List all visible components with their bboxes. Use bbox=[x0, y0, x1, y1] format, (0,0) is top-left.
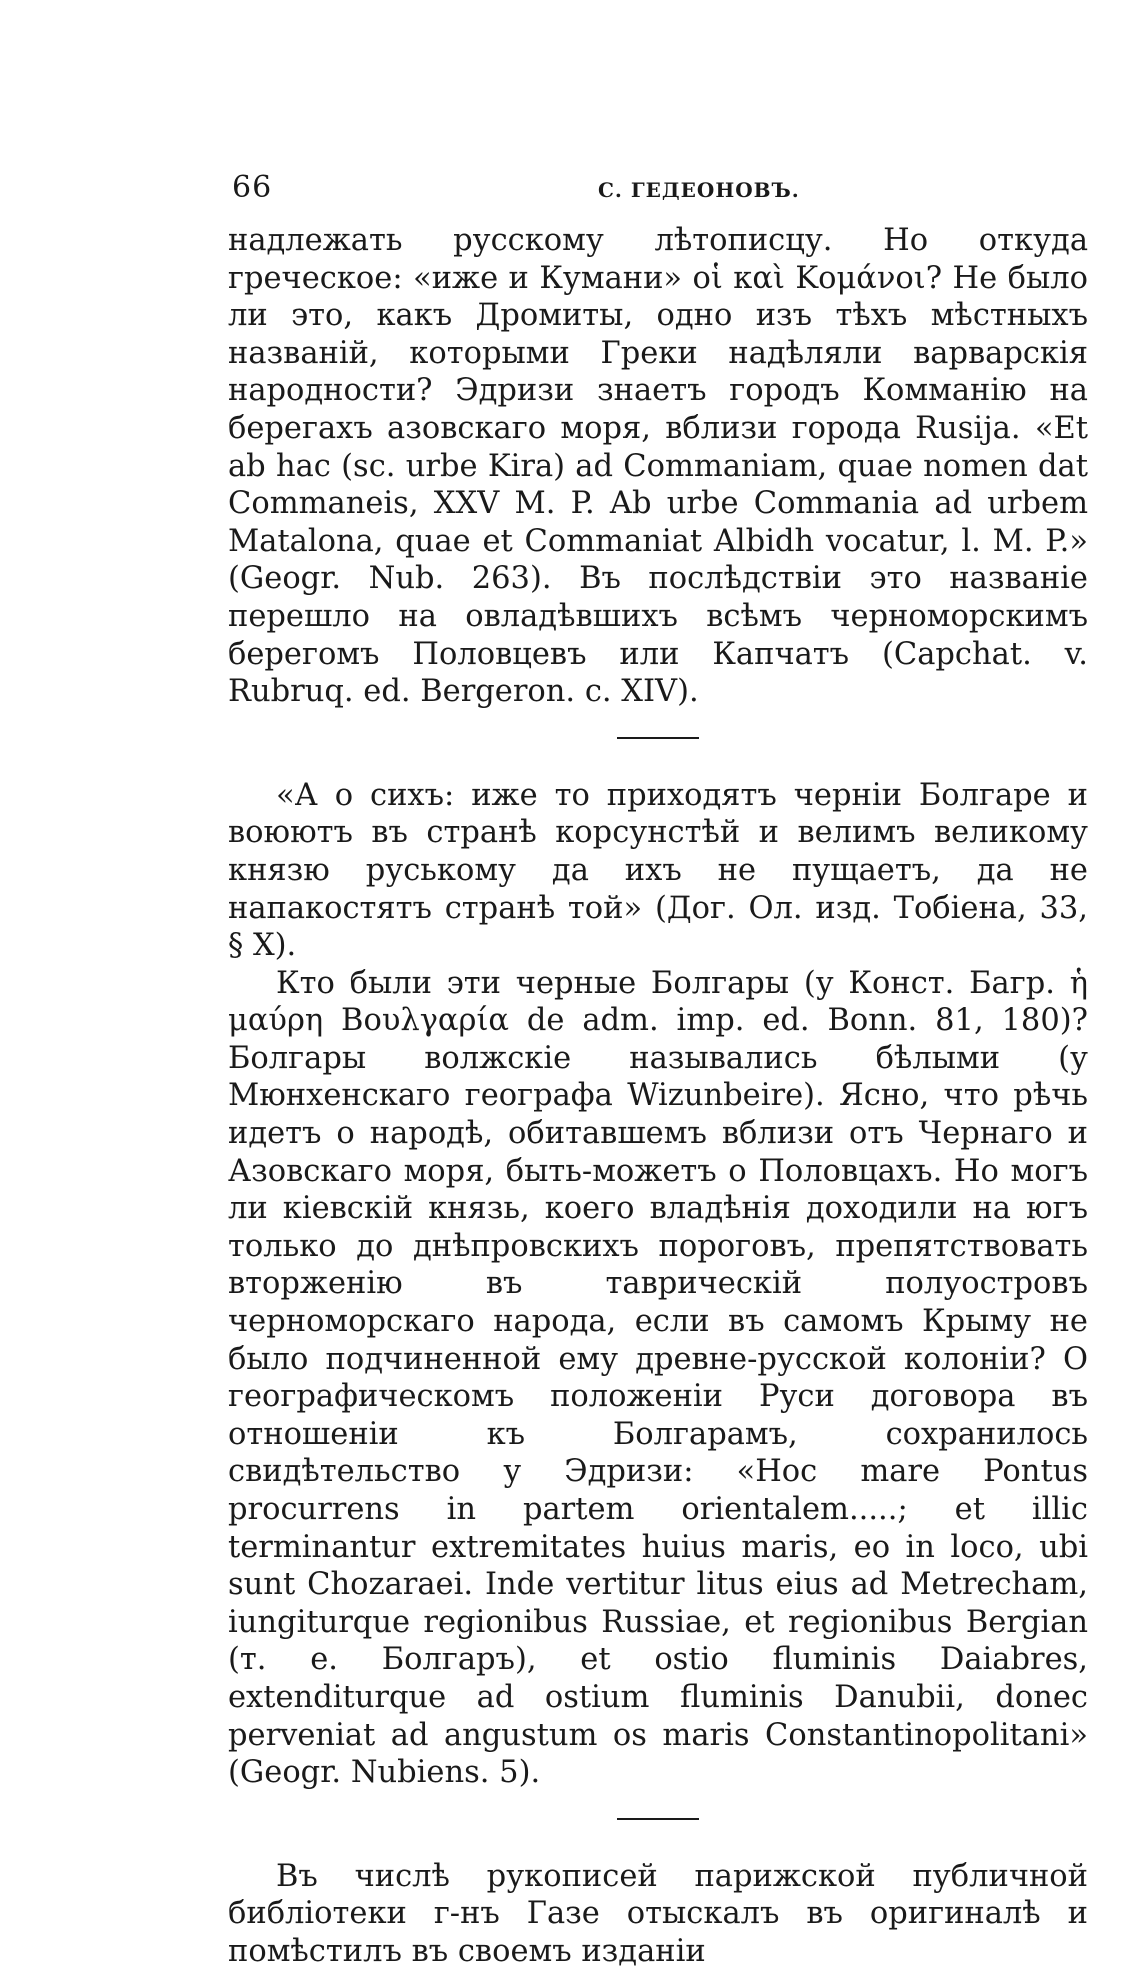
paragraph: «А о сихъ: иже то приходятъ черніи Болгаре и воюютъ въ странѣ корсунстѣй и велимъ великому князю руському да ихъ не пущаетъ, да не напакостятъ странѣ той» (Дог. Ол. изд. Тобіена, 33, § X). bbox=[228, 777, 1088, 964]
book-page bbox=[228, 170, 1088, 1971]
section-divider bbox=[617, 737, 699, 739]
section-divider bbox=[617, 1818, 699, 1820]
paragraph: Въ числѣ рукописей парижской публичной библіотеки г-нъ Газе отыскалъ въ оригиналѣ и помѣстилъ въ своемъ изданіи bbox=[228, 1858, 1088, 1969]
paragraph: Кто были эти черные Болгары (у Конст. Багр. ἡ μαύρη Βουλγαρία de adm. imp. ed. Bonn. 81, 180)? Болгары волжскіе назывались бѣлыми (у Мюнхенскаго географа Wizunbeire). Ясно, что рѣчь идетъ о народѣ, обитавшемъ вблизи отъ Чернаго и Азовскаго моря, быть-можетъ о Половцахъ. Но могъ ли кіевскій князь, коего владѣнія доходили на югъ только до днѣпровскихъ пороговъ, препятствовать вторженію въ таврическій полуостровъ черноморскаго народа, если въ самомъ Крыму не было подчиненной ему древне-русской колоніи? О географическомъ положеніи Руси договора въ отношеніи къ Болгарамъ, сохранилось свидѣтельство у Эдризи: «Hoc mare Pontus procurrens in partem orientalem.....; et illic terminantur extremitates huius maris, eo in loco, ubi sunt Chozaraei. Inde vertitur litus eius ad Metrecham, iungiturque regionibus Russiae, et regionibus Bergian (т. е. Болгаръ), et ostio fluminis Daiabres, extenditurque ad ostium fluminis Danubii, donec perveniat ad angustum os maris Constantinopolitani» (Geogr. Nubiens. 5). bbox=[228, 965, 1088, 1791]
section-1 bbox=[228, 222, 1088, 711]
running-head: С. ГЕДЕОНОВЪ. bbox=[598, 178, 800, 202]
paragraph: надлежать русскому лѣтописцу. Но откуда греческое: «иже и Кумани» οἱ καὶ Κομάνοι? Не было ли это, какъ Дромиты, одно изъ тѣхъ мѣстныхъ названій, которыми Греки надѣляли варварскія народности? Эдризи знаетъ городъ Комманію на берегахъ азовскаго моря, вблизи города Rusija. «Et ab hac (sc. urbe Kira) ad Commaniam, quae nomen dat Commaneis, XXV M. P. Ab urbe Commania ad urbem Matalona, quae et Commaniat Albidh vocatur, l. M. P.» (Geogr. Nub. 263). Въ послѣдствіи это названіе перешло на овладѣвшихъ всѣмъ черноморскимъ берегомъ Половцевъ или Капчатъ (Capchat. v. Rubruq. ed. Bergeron. c. XIV). bbox=[228, 223, 1088, 710]
page-number: 66 bbox=[232, 170, 273, 205]
section-2 bbox=[228, 777, 1088, 1792]
page-header bbox=[228, 170, 1088, 216]
section-3 bbox=[228, 1858, 1088, 1971]
